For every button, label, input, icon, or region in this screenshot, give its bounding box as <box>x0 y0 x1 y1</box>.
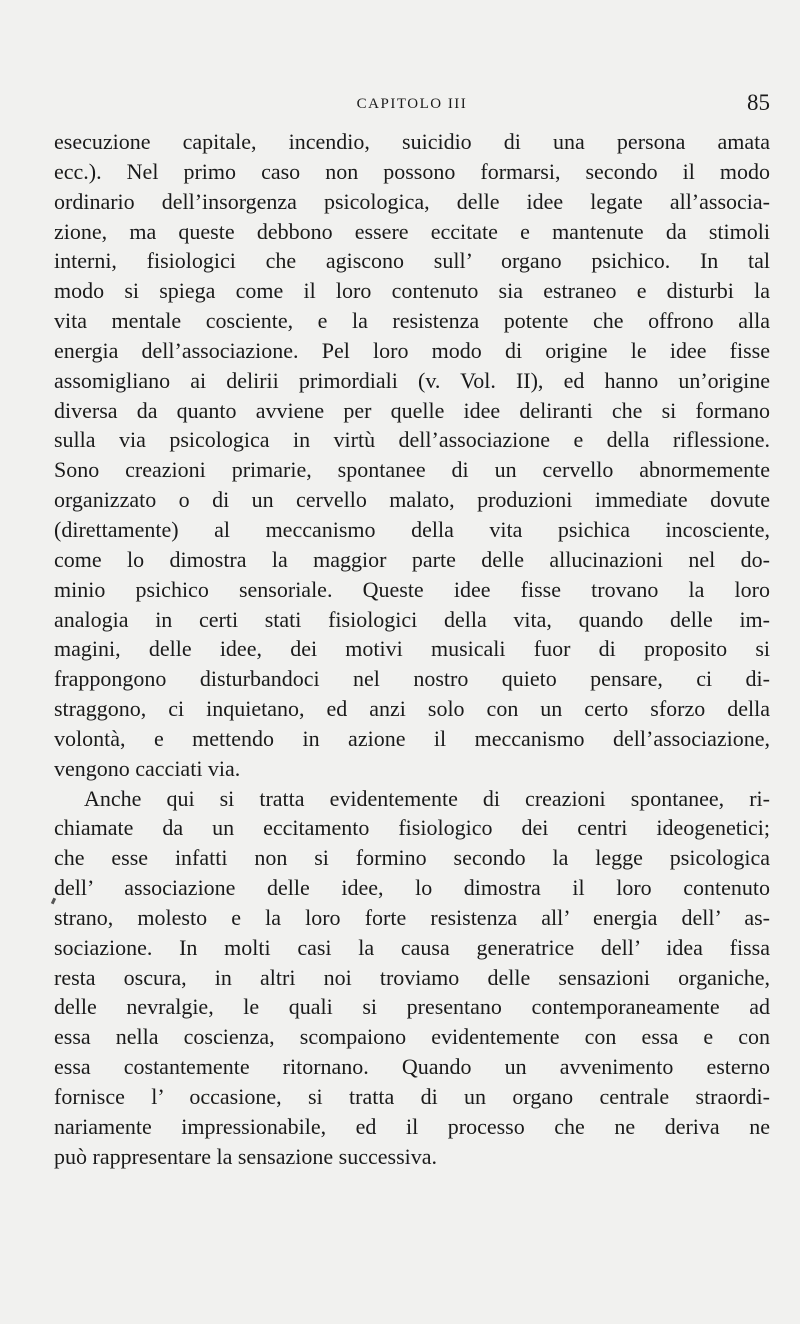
chapter-title: CAPITOLO III <box>356 96 468 112</box>
text-line: analogia in certi stati fisiologici della vita, quando delle im- <box>54 606 770 632</box>
text-line: volontà, e mettendo in azione il meccanismo dell’associazione, <box>54 725 770 751</box>
running-head <box>54 92 770 122</box>
text-line: frappongono disturbandoci nel nostro quieto pensare, ci di- <box>54 666 770 692</box>
text-line: ordinario dell’insorgenza psicologica, delle idee legate all’associa- <box>54 188 770 214</box>
text-line: ecc.). Nel primo caso non possono formarsi, secondo il modo <box>54 158 770 184</box>
text-line: fornisce l’ occasione, si tratta di un organo centrale straordi- <box>54 1084 770 1109</box>
text-line: Sono creazioni primarie, spontanee di un cervello abnormemente <box>54 457 770 483</box>
text-line: modo si spiega come il loro contenuto sia estraneo e disturbi la <box>54 278 770 304</box>
text-line: strano, molesto e la loro forte resistenza all’ energia dell’ as- <box>54 904 770 930</box>
text-line: nariamente impressionabile, ed il processo che ne deriva ne <box>54 1113 770 1139</box>
text-line: sulla via psicologica in virtù dell’associazione e della riflessione. <box>54 427 770 453</box>
text-line: dell’ associazione delle idee, lo dimostra il loro contenuto <box>54 875 770 901</box>
text-line: zione, ma queste debbono essere eccitate e mantenute da stimoli <box>54 218 770 244</box>
text-line: assomigliano ai delirii primordiali (v. Vol. II), ed hanno un’origine <box>54 367 770 393</box>
text-line: può rappresentare la sensazione successiva. <box>54 1143 438 1169</box>
text-line: (direttamente) al meccanismo della vita psichica incosciente, <box>54 516 770 542</box>
text-line: vengono cacciati via. <box>54 755 241 781</box>
text-line: essa nella coscienza, scompaiono evidentemente con essa e con <box>54 1024 770 1050</box>
text-line: energia dell’associazione. Pel loro modo di origine le idee fisse <box>54 337 770 363</box>
text-line: chiamate da un eccitamento fisiologico dei centri ideogenetici; <box>54 815 770 841</box>
text-line: magini, delle idee, dei motivi musicali fuor di proposito si <box>54 636 770 662</box>
text-line: minio psichico sensoriale. Queste idee fisse trovano la loro <box>54 576 770 602</box>
text-line: diversa da quanto avviene per quelle idee deliranti che si formano <box>54 397 770 423</box>
text-line: Anche qui si tratta evidentemente di creazioni spontanee, ri- <box>84 785 770 811</box>
text-line: straggono, ci inquietano, ed anzi solo con un certo sforzo della <box>54 696 770 722</box>
text-line: delle nevralgie, le quali si presentano contemporaneamente ad <box>54 994 770 1020</box>
text-line: interni, fisiologici che agiscono sull’ organo psichico. In tal <box>54 248 770 274</box>
body-text <box>54 127 770 1172</box>
text-line: vita mentale cosciente, e la resistenza potente che offrono alla <box>54 308 770 334</box>
text-line: esecuzione capitale, incendio, suicidio di una persona amata <box>54 129 770 154</box>
text-line: che esse infatti non si formino secondo la legge psicologica <box>54 845 770 871</box>
text-line: organizzato o di un cervello malato, produzioni immediate dovute <box>54 487 770 513</box>
text-line: essa costantemente ritornano. Quando un avvenimento esterno <box>54 1054 770 1080</box>
page-number: 85 <box>747 90 770 115</box>
text-line: come lo dimostra la maggior parte delle allucinazioni nel do- <box>54 546 770 572</box>
text-line: sociazione. In molti casi la causa generatrice dell’ idea fissa <box>54 934 770 960</box>
text-line: resta oscura, in altri noi troviamo delle sensazioni organiche, <box>54 964 770 990</box>
